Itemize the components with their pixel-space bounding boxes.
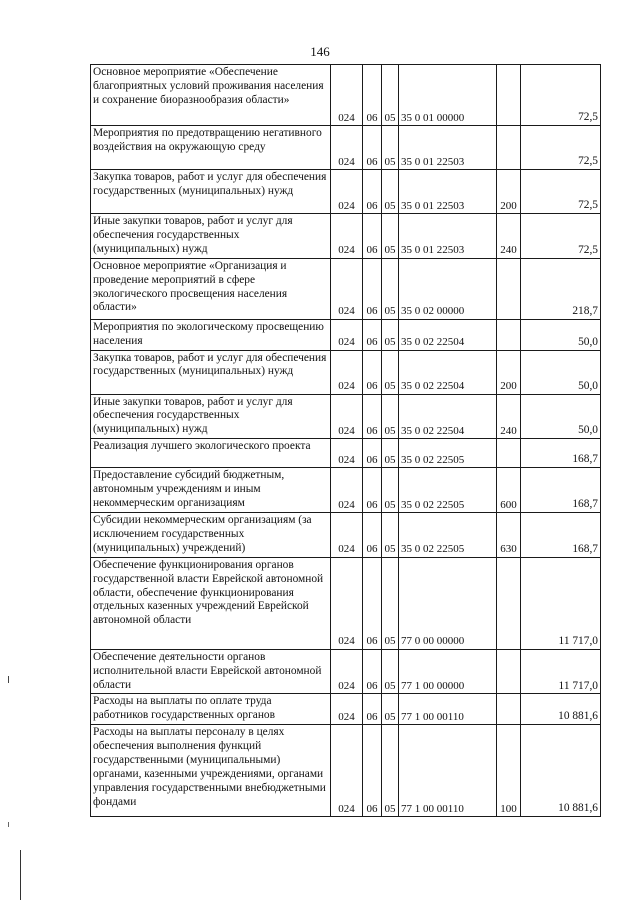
table-row — [91, 512, 601, 557]
table-row — [91, 350, 601, 394]
expense-type-code — [497, 694, 521, 725]
table-row — [91, 725, 601, 817]
subsection-code: 05 — [382, 725, 399, 817]
row-name: Мероприятия по предотвращению негативного воздействия на окружающую среду — [91, 126, 331, 170]
amount: 218,7 — [521, 258, 601, 319]
table-row — [91, 468, 601, 513]
ministry-code: 024 — [331, 725, 363, 817]
subsection-code: 05 — [382, 694, 399, 725]
target-code: 77 1 00 00000 — [399, 649, 497, 694]
target-code: 77 1 00 00110 — [399, 694, 497, 725]
amount: 72,5 — [521, 214, 601, 259]
expense-type-code — [497, 557, 521, 649]
target-code: 35 0 02 22505 — [399, 512, 497, 557]
budget-table-body — [91, 65, 601, 817]
subsection-code: 05 — [382, 394, 399, 439]
row-name: Иные закупки товаров, работ и услуг для обеспечения государственных (муниципальных) нужд — [91, 214, 331, 259]
target-code: 35 0 02 00000 — [399, 258, 497, 319]
subsection-code: 05 — [382, 439, 399, 468]
subsection-code: 05 — [382, 170, 399, 214]
expense-type-code: 200 — [497, 350, 521, 394]
subsection-code: 05 — [382, 468, 399, 513]
ministry-code: 024 — [331, 319, 363, 350]
expense-type-code: 240 — [497, 214, 521, 259]
table-row — [91, 170, 601, 214]
section-code: 06 — [363, 725, 382, 817]
table-row — [91, 126, 601, 170]
section-code: 06 — [363, 126, 382, 170]
section-code: 06 — [363, 468, 382, 513]
scan-artifact — [8, 822, 9, 827]
section-code: 06 — [363, 512, 382, 557]
expense-type-code — [497, 649, 521, 694]
expense-type-code: 100 — [497, 725, 521, 817]
target-code: 35 0 02 22504 — [399, 350, 497, 394]
expense-type-code — [497, 65, 521, 126]
ministry-code: 024 — [331, 694, 363, 725]
target-code: 35 0 01 00000 — [399, 65, 497, 126]
row-name: Основное мероприятие «Организация и проведение мероприятий в сфере экологического просвещения населения области» — [91, 258, 331, 319]
target-code: 35 0 02 22504 — [399, 394, 497, 439]
row-name: Иные закупки товаров, работ и услуг для обеспечения государственных (муниципальных) нужд — [91, 394, 331, 439]
row-name: Реализация лучшего экологического проекта — [91, 439, 331, 468]
amount: 10 881,6 — [521, 725, 601, 817]
subsection-code: 05 — [382, 214, 399, 259]
page-number: 146 — [310, 44, 330, 59]
amount: 10 881,6 — [521, 694, 601, 725]
expense-type-code: 240 — [497, 394, 521, 439]
row-name: Расходы на выплаты персоналу в целях обеспечения выполнения функций государственными (муниципальными) органами, казенными учреждениями, органами управления государственными внебюджетными фондами — [91, 725, 331, 817]
target-code: 35 0 01 22503 — [399, 170, 497, 214]
section-code: 06 — [363, 319, 382, 350]
ministry-code: 024 — [331, 439, 363, 468]
amount: 11 717,0 — [521, 649, 601, 694]
expense-type-code: 600 — [497, 468, 521, 513]
amount: 168,7 — [521, 439, 601, 468]
row-name: Обеспечение функционирования органов государственной власти Еврейской автономной области, обеспечение функционирования отдельных казенных учреждений Еврейской автономной области — [91, 557, 331, 649]
subsection-code: 05 — [382, 649, 399, 694]
row-name: Субсидии некоммерческим организациям (за исключением государственных (муниципальных) учреждений) — [91, 512, 331, 557]
table-row — [91, 65, 601, 126]
subsection-code: 05 — [382, 319, 399, 350]
expense-type-code — [497, 258, 521, 319]
row-name: Предоставление субсидий бюджетным, автономным учреждениям и иным некоммерческим организациям — [91, 468, 331, 513]
section-code: 06 — [363, 65, 382, 126]
ministry-code: 024 — [331, 649, 363, 694]
amount: 50,0 — [521, 350, 601, 394]
amount: 72,5 — [521, 170, 601, 214]
subsection-code: 05 — [382, 126, 399, 170]
section-code: 06 — [363, 350, 382, 394]
ministry-code: 024 — [331, 468, 363, 513]
table-row — [91, 319, 601, 350]
amount: 72,5 — [521, 126, 601, 170]
budget-table — [90, 64, 601, 817]
expense-type-code: 630 — [497, 512, 521, 557]
subsection-code: 05 — [382, 258, 399, 319]
row-name: Основное мероприятие «Обеспечение благоприятных условий проживания населения и сохранение биоразнообразия области» — [91, 65, 331, 126]
target-code: 77 1 00 00110 — [399, 725, 497, 817]
row-name: Закупка товаров, работ и услуг для обеспечения государственных (муниципальных) нужд — [91, 170, 331, 214]
table-row — [91, 439, 601, 468]
amount: 50,0 — [521, 394, 601, 439]
row-name: Закупка товаров, работ и услуг для обеспечения государственных (муниципальных) нужд — [91, 350, 331, 394]
target-code: 35 0 02 22504 — [399, 319, 497, 350]
subsection-code: 05 — [382, 65, 399, 126]
expense-type-code — [497, 319, 521, 350]
amount: 11 717,0 — [521, 557, 601, 649]
target-code: 35 0 01 22503 — [399, 126, 497, 170]
section-code: 06 — [363, 694, 382, 725]
expense-type-code — [497, 126, 521, 170]
subsection-code: 05 — [382, 557, 399, 649]
row-name: Расходы на выплаты по оплате труда работников государственных органов — [91, 694, 331, 725]
table-row — [91, 394, 601, 439]
expense-type-code: 200 — [497, 170, 521, 214]
table-row — [91, 258, 601, 319]
target-code: 35 0 02 22505 — [399, 468, 497, 513]
amount: 72,5 — [521, 65, 601, 126]
section-code: 06 — [363, 258, 382, 319]
section-code: 06 — [363, 649, 382, 694]
ministry-code: 024 — [331, 394, 363, 439]
ministry-code: 024 — [331, 214, 363, 259]
table-row — [91, 214, 601, 259]
table-row — [91, 557, 601, 649]
subsection-code: 05 — [382, 512, 399, 557]
row-name: Мероприятия по экологическому просвещению населения — [91, 319, 331, 350]
ministry-code: 024 — [331, 512, 363, 557]
amount: 168,7 — [521, 512, 601, 557]
ministry-code: 024 — [331, 258, 363, 319]
section-code: 06 — [363, 439, 382, 468]
expense-type-code — [497, 439, 521, 468]
section-code: 06 — [363, 170, 382, 214]
target-code: 35 0 02 22505 — [399, 439, 497, 468]
ministry-code: 024 — [331, 170, 363, 214]
row-name: Обеспечение деятельности органов исполнительной власти Еврейской автономной области — [91, 649, 331, 694]
ministry-code: 024 — [331, 65, 363, 126]
target-code: 77 0 00 00000 — [399, 557, 497, 649]
subsection-code: 05 — [382, 350, 399, 394]
table-row — [91, 649, 601, 694]
section-code: 06 — [363, 557, 382, 649]
scan-artifact — [8, 676, 9, 683]
ministry-code: 024 — [331, 350, 363, 394]
amount: 50,0 — [521, 319, 601, 350]
section-code: 06 — [363, 214, 382, 259]
table-row — [91, 694, 601, 725]
scan-artifact — [20, 850, 21, 900]
section-code: 06 — [363, 394, 382, 439]
ministry-code: 024 — [331, 126, 363, 170]
target-code: 35 0 01 22503 — [399, 214, 497, 259]
ministry-code: 024 — [331, 557, 363, 649]
amount: 168,7 — [521, 468, 601, 513]
